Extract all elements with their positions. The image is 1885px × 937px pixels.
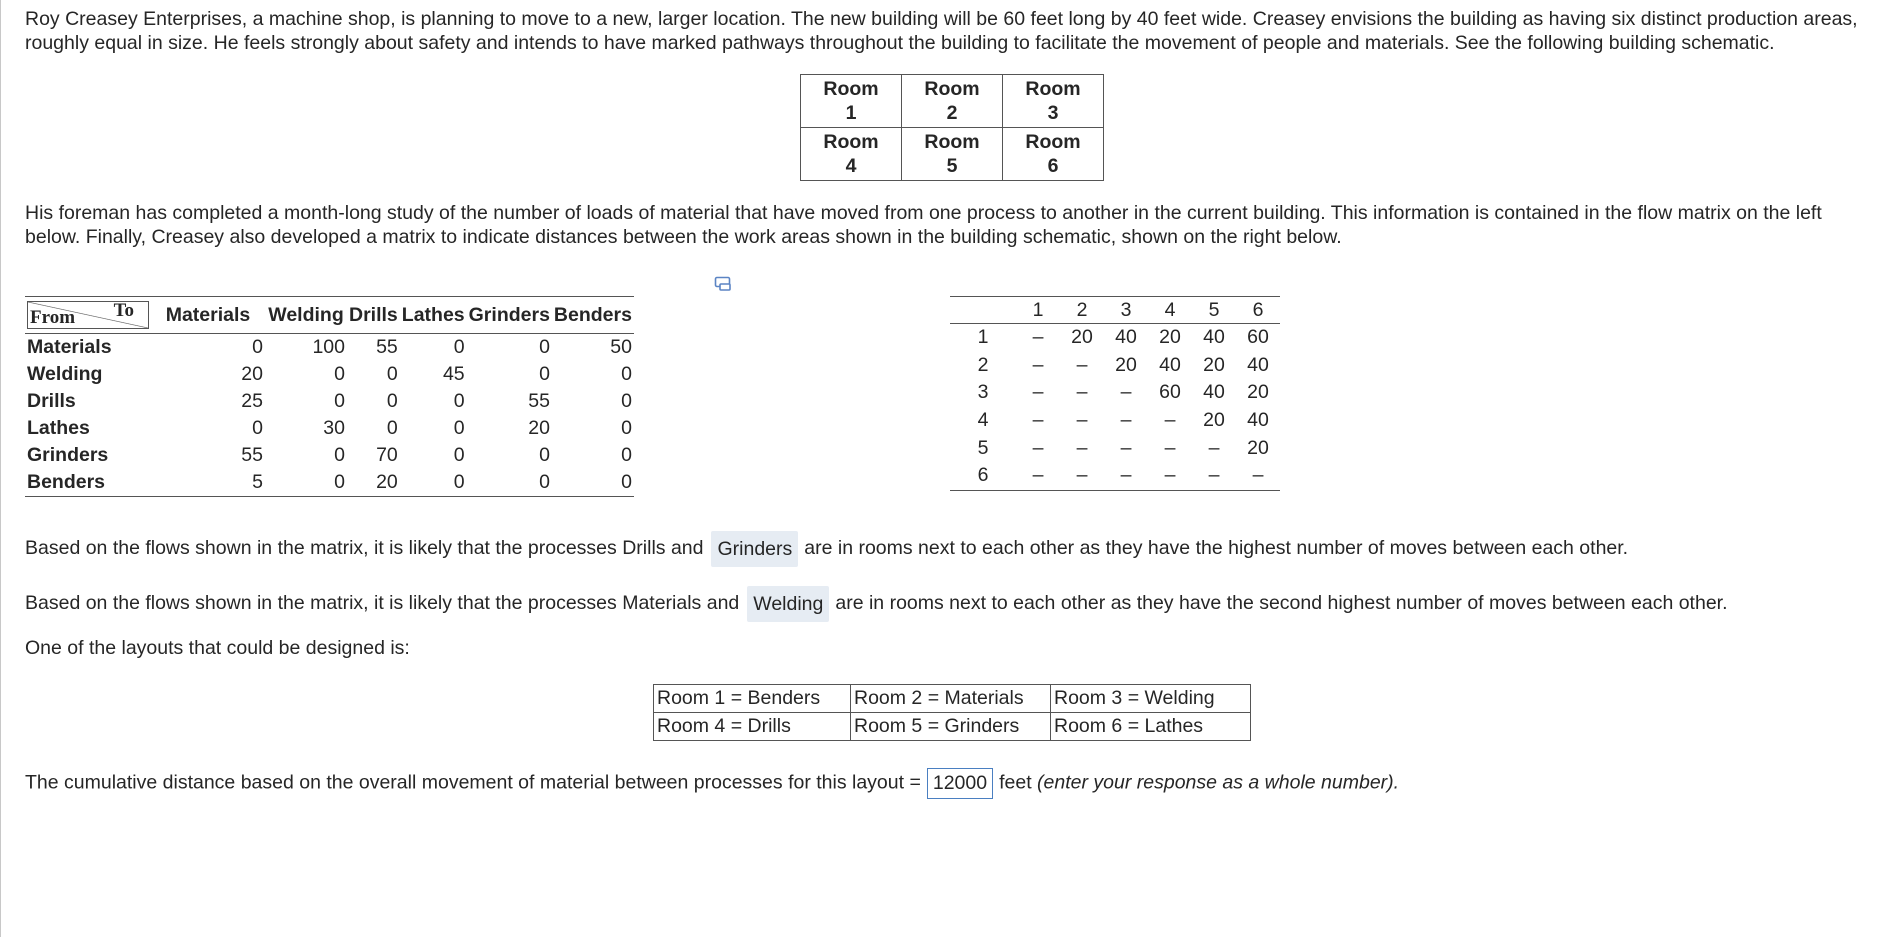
distance-cell: – xyxy=(1032,464,1044,487)
flow-cell: 0 xyxy=(334,390,345,412)
flow-col-materials: Materials xyxy=(165,303,251,326)
distance-cell: 40 xyxy=(1247,353,1269,376)
flow-cell: 0 xyxy=(453,336,465,358)
distance-cell: – xyxy=(1120,409,1132,432)
distance-cell: 40 xyxy=(1247,409,1269,432)
schematic-row xyxy=(801,75,1104,128)
flow-corner-cell xyxy=(25,297,151,334)
flow-row-label: Grinders xyxy=(27,444,109,466)
distance-cell: – xyxy=(1252,464,1264,487)
flow-cell: 0 xyxy=(539,363,550,385)
flow-row-label: Lathes xyxy=(27,417,90,439)
layout-cell: Room 2 = Materials xyxy=(851,685,1051,713)
question-1: Based on the flows shown in the matrix, it is likely that the processes Drills and Grinders are in rooms next to each other as they have the highest number of moves between each other. xyxy=(25,531,1628,567)
distance-cell: – xyxy=(1164,409,1176,432)
distance-cell: – xyxy=(1076,464,1088,487)
distance-row-label: 2 xyxy=(977,353,989,376)
layout-cell: Room 3 = Welding xyxy=(1051,685,1251,713)
flow-row xyxy=(25,415,634,442)
flow-row-label: Materials xyxy=(27,336,112,358)
flow-row-label: Welding xyxy=(27,363,103,385)
distance-matrix xyxy=(950,296,1280,491)
distance-row xyxy=(950,379,1280,407)
layout-table xyxy=(653,684,1251,741)
flow-cell: 0 xyxy=(334,444,345,466)
expand-icon[interactable] xyxy=(714,276,732,292)
flow-cell: 55 xyxy=(528,390,550,412)
distance-cell: – xyxy=(1076,381,1088,404)
flow-cell: 0 xyxy=(453,417,465,439)
distance-cell: – xyxy=(1076,409,1088,432)
flow-cell: 0 xyxy=(539,471,550,493)
question-2: Based on the flows shown in the matrix, it is likely that the processes Materials and Welding are in rooms next to each other as they have the second highest number of moves between each other. xyxy=(25,586,1728,622)
distance-cell: – xyxy=(1076,353,1088,376)
flow-row-label: Benders xyxy=(27,471,106,493)
distance-cell: 20 xyxy=(1203,409,1225,432)
distance-row-label: 5 xyxy=(977,436,989,459)
flow-col-welding: Welding xyxy=(268,303,344,326)
layout-row xyxy=(654,685,1251,713)
distance-col-header: 3 xyxy=(1120,298,1132,321)
distance-cell: 60 xyxy=(1247,326,1269,349)
distance-row-label: 1 xyxy=(977,326,989,349)
flow-cell: 0 xyxy=(621,471,632,493)
distance-cell: 20 xyxy=(1247,381,1269,404)
schematic-row xyxy=(801,128,1104,181)
flow-cell: 30 xyxy=(323,417,345,439)
flow-cell: 0 xyxy=(621,417,632,439)
layout-intro: One of the layouts that could be designed is: xyxy=(25,637,410,659)
left-border xyxy=(0,0,1,937)
flow-cell: 100 xyxy=(312,336,345,358)
distance-row-label: 4 xyxy=(977,409,989,432)
flow-cell: 0 xyxy=(252,336,263,358)
schematic-room-6: Room 6 xyxy=(1003,128,1104,181)
flow-cell: 25 xyxy=(241,390,263,412)
distance-cell: 40 xyxy=(1203,326,1225,349)
layout-row xyxy=(654,713,1251,741)
flow-cell: 45 xyxy=(442,363,465,385)
flow-row xyxy=(25,442,634,469)
schematic-room-1: Room 1 xyxy=(801,75,902,128)
flow-row xyxy=(25,361,634,388)
flow-cell: 55 xyxy=(241,444,263,466)
flow-row xyxy=(25,388,634,415)
distance-cell: – xyxy=(1120,381,1132,404)
distance-row xyxy=(950,324,1280,352)
layout-cell: Room 5 = Grinders xyxy=(851,713,1051,741)
flow-cell: 0 xyxy=(621,444,632,466)
flow-cell: 0 xyxy=(539,444,550,466)
answer-dropdown-1[interactable]: Grinders xyxy=(711,531,798,567)
flow-col-grinders: Grinders xyxy=(468,303,550,326)
distance-cell: 20 xyxy=(1203,353,1225,376)
response-note: (enter your response as a whole number). xyxy=(1037,771,1400,794)
distance-col-header: 6 xyxy=(1252,298,1264,321)
flow-cell: 0 xyxy=(252,417,263,439)
distance-cell: – xyxy=(1120,436,1132,459)
distance-cell: – xyxy=(1032,436,1044,459)
flow-row-label: Drills xyxy=(27,390,76,412)
distance-col-header: 1 xyxy=(1032,298,1044,321)
flow-header-row xyxy=(25,297,634,334)
distance-cell: – xyxy=(1208,464,1220,487)
flow-cell: 20 xyxy=(376,471,398,493)
distance-cell: 20 xyxy=(1071,326,1093,349)
distance-cell: – xyxy=(1164,436,1176,459)
schematic-room-3: Room 3 xyxy=(1003,75,1104,128)
layout-cell: Room 4 = Drills xyxy=(654,713,851,741)
distance-col-header: 2 xyxy=(1076,298,1088,321)
schematic-room-5: Room 5 xyxy=(902,128,1003,181)
to-label: To xyxy=(113,300,134,321)
distance-col-header: 5 xyxy=(1208,298,1220,321)
distance-header-row xyxy=(950,297,1280,324)
distance-row xyxy=(950,462,1280,490)
distance-corner-cell xyxy=(950,297,1016,324)
flow-col-lathes: Lathes xyxy=(401,303,465,326)
flow-cell: 0 xyxy=(386,390,398,412)
schematic-room-4: Room 4 xyxy=(801,128,902,181)
flow-cell: 0 xyxy=(334,471,345,493)
flow-cell: 0 xyxy=(453,471,465,493)
distance-row xyxy=(950,407,1280,435)
distance-cell: – xyxy=(1164,464,1176,487)
flow-cell: 70 xyxy=(376,444,398,466)
flow-cell: 20 xyxy=(241,363,263,385)
flow-cell: 0 xyxy=(453,444,465,466)
flow-row xyxy=(25,334,634,362)
from-label: From xyxy=(30,307,76,328)
distance-cell: – xyxy=(1208,436,1220,459)
flow-matrix xyxy=(25,296,634,497)
flow-cell: 0 xyxy=(386,417,398,439)
flow-cell: 0 xyxy=(621,390,632,412)
distance-cell: 40 xyxy=(1115,326,1137,349)
layout-cell: Room 1 = Benders xyxy=(654,685,851,713)
distance-cell: – xyxy=(1032,409,1044,432)
distance-row-label: 6 xyxy=(977,464,989,487)
answer-dropdown-2[interactable]: Welding xyxy=(747,586,829,622)
distance-cell: – xyxy=(1032,381,1044,404)
flow-cell: 0 xyxy=(621,363,632,385)
flow-cell: 0 xyxy=(539,336,550,358)
flow-cell: 0 xyxy=(453,390,465,412)
question-3: The cumulative distance based on the overall movement of material between processes for this layout = 12000 feet (enter your response as a whole number). xyxy=(25,768,1399,799)
schematic-room-2: Room 2 xyxy=(902,75,1003,128)
flow-col-drills: Drills xyxy=(349,303,398,326)
flow-cell: 55 xyxy=(376,336,398,358)
distance-col-header: 4 xyxy=(1164,298,1176,321)
flow-row xyxy=(25,469,634,497)
flow-cell: 0 xyxy=(386,363,398,385)
distance-row-label: 3 xyxy=(977,381,989,404)
from-to-diagonal xyxy=(27,301,149,329)
distance-row xyxy=(950,434,1280,462)
distance-cell: 20 xyxy=(1115,353,1137,376)
distance-cell: 40 xyxy=(1159,353,1181,376)
flow-cell: 20 xyxy=(528,417,550,439)
distance-cell: 60 xyxy=(1159,381,1181,404)
distance-cell: – xyxy=(1032,353,1044,376)
layout-cell: Room 6 = Lathes xyxy=(1051,713,1251,741)
distance-cell: – xyxy=(1120,464,1132,487)
distance-cell: 20 xyxy=(1247,436,1269,459)
cumulative-distance-input[interactable]: 12000 xyxy=(927,768,993,799)
building-schematic xyxy=(800,74,1104,181)
distance-cell: – xyxy=(1076,436,1088,459)
distance-cell: 20 xyxy=(1159,326,1181,349)
distance-row xyxy=(950,352,1280,380)
distance-cell: – xyxy=(1032,326,1044,349)
foreman-text: His foreman has completed a month-long study of the number of loads of material that have moved from one process to another in the current building. This information is contained in the flow matrix on the left below. Finally, Creasey also developed a matrix to indicate distances between the work areas shown in the building schematic, shown on the right below. xyxy=(25,202,1822,248)
flow-cell: 0 xyxy=(334,363,345,385)
flow-cell: 50 xyxy=(610,336,632,358)
flow-cell: 5 xyxy=(252,471,263,493)
distance-cell: 40 xyxy=(1203,381,1225,404)
flow-col-benders: Benders xyxy=(553,303,632,326)
intro-text: Roy Creasey Enterprises, a machine shop, is planning to move to a new, larger location. The new building will be 60 feet long by 40 feet wide. Creasey envisions the building as having six distinct production areas, roughly equal in size. He feels strongly about safety and intends to have marked pathways throughout the building to facilitate the movement of people and materials. See the following building schematic. xyxy=(25,8,1858,54)
